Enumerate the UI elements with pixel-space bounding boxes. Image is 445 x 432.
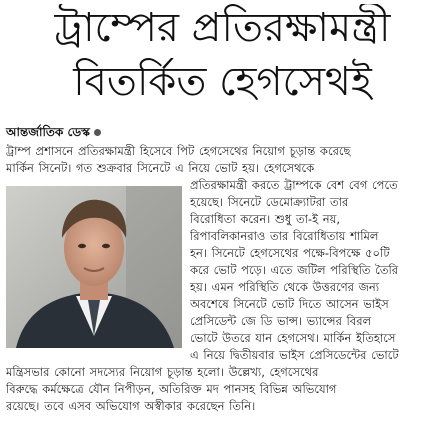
headline-line-1: ট্রাম্পের প্রতিরক্ষামন্ত্রী bbox=[54, 5, 391, 51]
body-line: মন্ত্রিসভার কোনো সদস্যের নিয়োগ চূড়ান্ত হলো। উল্লেখ্য, হেগসেথের bbox=[6, 365, 319, 379]
body-line: রয়েছে। তবে এসব অভিযোগ অস্বীকার করেছেন তিনি। bbox=[6, 399, 256, 413]
bullet-icon bbox=[94, 129, 101, 136]
body-line: হয়েছে। সিনেটে ডেমোক্র্যাটরা তার bbox=[190, 195, 349, 209]
article-body-bottom bbox=[6, 364, 440, 415]
portrait-photo bbox=[6, 186, 182, 348]
body-line: প্রেসিডেন্ট জে ডি ভান্স। ভ্যান্সের বিরল bbox=[190, 314, 372, 328]
article-body-wrapped bbox=[190, 177, 440, 364]
body-line: ট্রাম্প প্রশাসনে প্রতিরক্ষামন্ত্রী হিসেবে পিট হেগসেথের নিয়োগ চূড়ান্ত করেছে bbox=[6, 144, 351, 158]
body-line: হয়। এমন পরিস্থিতি থেকে উত্তরণের জন্য bbox=[190, 280, 380, 294]
body-line: বিরুদ্ধে কর্মক্ষেত্রে যৌন নিপীড়ন, অতিরিক্ত মদ পানসহ বিভিন্ন অভিযোগ bbox=[6, 382, 337, 396]
body-line: রিপাবলিকানরাও তার বিরোধিতায় শামিল bbox=[190, 229, 379, 243]
body-line: হন। সিনেটে হেগসেথের পক্ষে-বিপক্ষে ৫০টি bbox=[190, 246, 390, 260]
portrait-image bbox=[6, 186, 182, 348]
headline-line-2: বিতর্কিত হেগসেথই bbox=[73, 59, 372, 105]
body-line: অবশেষে সিনেটে ভোট দিতে আসেন ভাইস bbox=[190, 297, 389, 311]
body-line: প্রতিরক্ষামন্ত্রী করতে ট্রাম্পকে বেশ বেগ পেতে bbox=[190, 178, 398, 192]
article-body-top bbox=[6, 143, 440, 177]
body-line: বিরোধিতা করেন। শুধু তা-ই নয়, bbox=[190, 212, 340, 226]
body-line: করে ভোট পড়ে। এতে জটিল পরিস্থিতি তৈরি bbox=[190, 263, 399, 277]
body-line: ভোটে উতরে যান হেগসেথ। মার্কিন ইতিহাসে bbox=[190, 331, 396, 345]
dateline-label: আন্তর্জাতিক ডেস্ক bbox=[6, 125, 90, 139]
dateline bbox=[6, 124, 101, 144]
body-line: এ নিয়ে দ্বিতীয়বার ভাইস প্রেসিডেন্টের ভোটে bbox=[190, 348, 399, 362]
body-line: মার্কিন সিনেট। গত শুক্রবার সিনেটে এ নিয়ে ভোট হয়। হেগসেথকে bbox=[6, 161, 315, 175]
